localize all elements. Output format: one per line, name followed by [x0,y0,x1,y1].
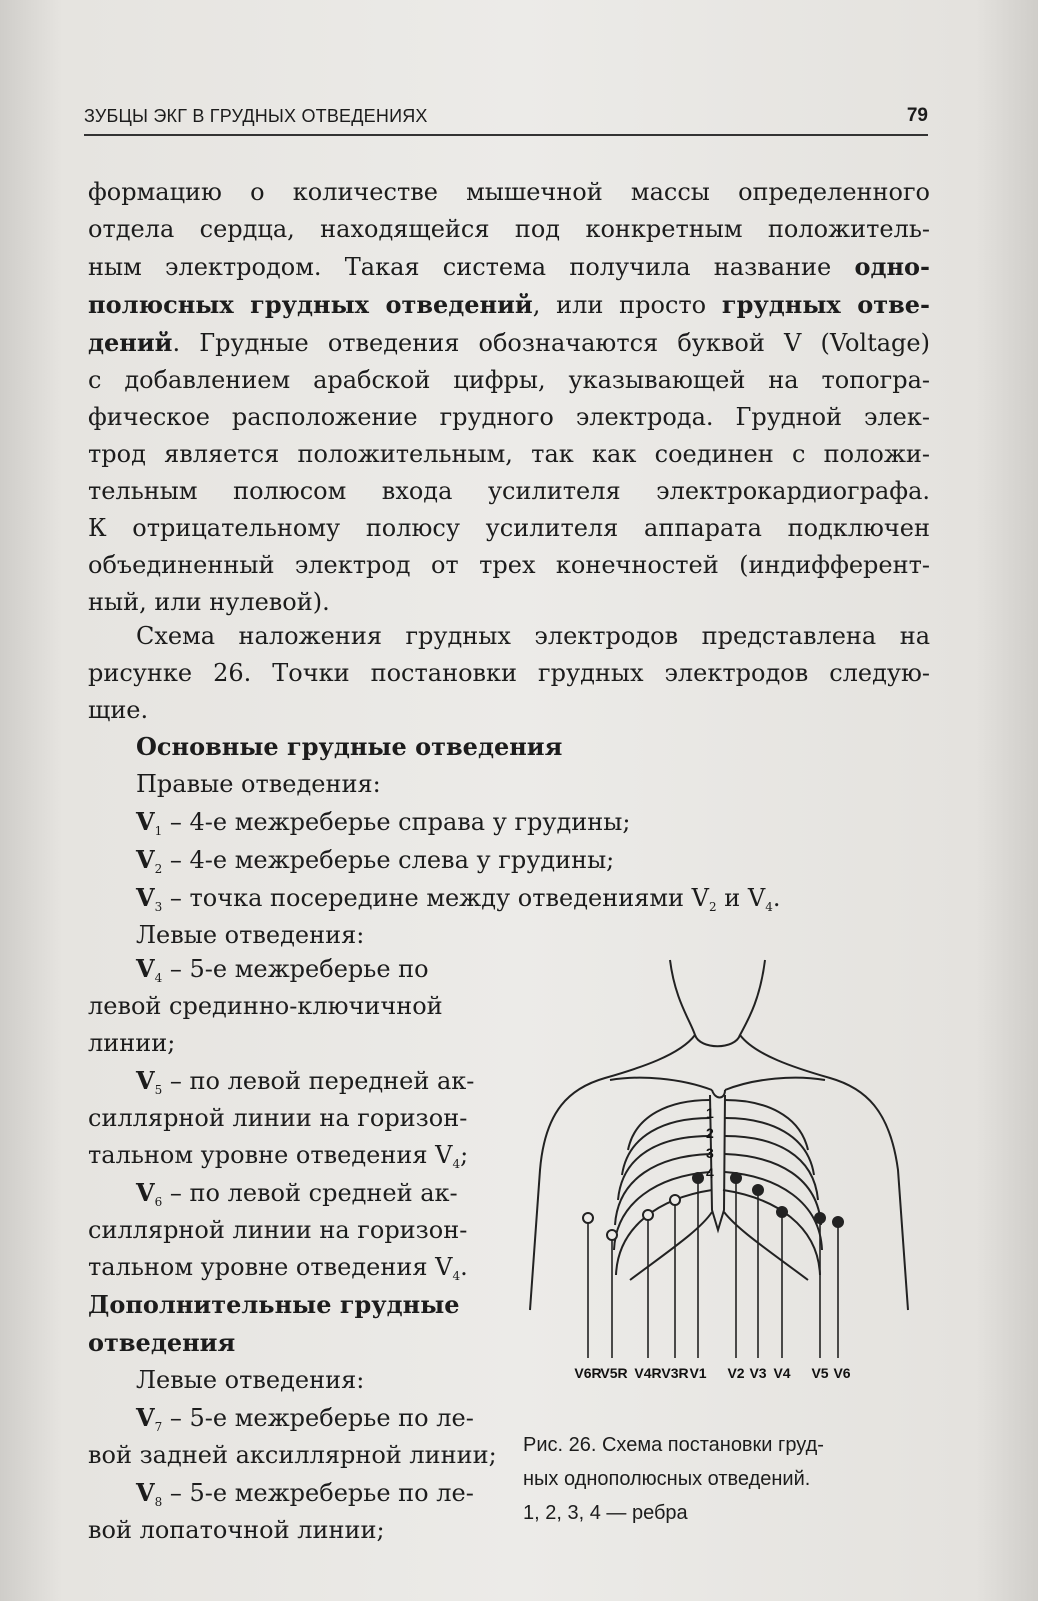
text-line: ный, или нулевой). [88,588,330,616]
text-line: рисунке 26. Точки постановки грудных электродов следую- [88,659,930,687]
lead-v5: $V_5$ – по левой передней ак- [136,1066,475,1097]
caption-line: ных однополюсных отведений. [523,1468,811,1490]
caption-line: Рис. 26. Схема постановки груд- [523,1434,824,1456]
text-line: Схема наложения грудных электродов представлена на [136,622,930,650]
text-line: щие. [88,696,149,724]
text-line: тальном уровне отведения $V_4$. [88,1253,468,1283]
lead-v4: $V_4 - 5-е$ межреберье по [136,954,429,985]
rib-cage [614,1095,822,1280]
section-heading: отведения [88,1328,236,1357]
section-heading: Основные грудные отведения [136,732,563,761]
figure-caption [523,1428,923,1530]
lead-label-v5r: V5R [600,1365,628,1381]
text-line: тельным полюсом входа усилителя электрокардиографа. [88,477,930,505]
lead-label-v5: V5 [811,1365,829,1381]
lead-label-v2: V2 [727,1365,745,1381]
text-line: объединенный электрод от трех конечностей (индифферент- [88,551,930,579]
lead-label-v3: V3 [749,1365,767,1381]
rib-label-1: 1 [706,1105,714,1121]
rib-label-3: 3 [706,1145,714,1161]
text-line: силлярной линии на горизон- [88,1104,468,1132]
rib-label-4: 4 [706,1165,714,1181]
subheading-left-leads: Левые отведения: [136,1366,365,1394]
lead-v1: $V_1 - 4-е$ межреберье справа у грудины; [136,807,631,838]
lead-v8: $V_8 - 5-е$ межреберье по ле- [136,1478,474,1509]
chapter-title: ЗУБЦЫ ЭКГ В ГРУДНЫХ ОТВЕДЕНИЯХ [84,106,428,126]
running-header [84,104,928,136]
text-line: линии; [88,1029,176,1057]
lead-label-v3r: V3R [661,1365,689,1381]
lead-label-v4: V4 [773,1365,791,1381]
text-line: вой лопаточной линии; [88,1516,385,1544]
text-line: силлярной линии на горизон- [88,1216,468,1244]
text-line: полюсных грудных отведений, или просто грудных отве- [88,290,930,319]
subheading-left-leads: Левые отведения: [136,921,365,949]
lead-label-v1: V1 [689,1365,707,1381]
left-leads-list [88,950,498,1549]
lead-label-v6r: V6R [574,1365,602,1381]
electrode-lines [588,1178,838,1358]
text-line: формацию о количестве мышечной массы определенного [88,178,930,206]
lead-v2: $V_2 - 4-е$ межреберье слева у грудины; [136,845,615,876]
lead-v7: $V_7 - 5-е$ межреберье по ле- [136,1403,474,1434]
text-line: отдела сердца, находящейся под конкретным положитель- [88,215,930,243]
text-line: К отрицательному полюсу усилителя аппарата подключен [88,514,930,542]
text-line: тальном уровне отведения $V_4$; [88,1141,469,1171]
paragraph-scheme [88,618,930,729]
text-line: фическое расположение грудного электрода. Грудной элек- [88,403,930,431]
text-line: левой срединно-ключичной [88,992,443,1020]
lead-label-v6: V6 [833,1365,851,1381]
torso-outline [530,960,908,1310]
text-line: с добавлением арабской цифры, указывающей на топогра- [88,366,930,394]
caption-line: 1, 2, 3, 4 — ребра [523,1502,688,1524]
text-line: дений. Грудные отведения обозначаются буквой V (Voltage) [88,328,930,357]
lead-v6: $V_6$ – по левой средней ак- [136,1178,458,1209]
text-line: трод является положительным, так как соединен с положи- [88,440,930,468]
chest-electrode-diagram [520,950,920,1400]
text-line: вой задней аксиллярной линии; [88,1441,497,1469]
paragraph-intro [88,174,930,621]
rib-label-2: 2 [706,1125,714,1141]
section-heading: Дополнительные грудные [88,1290,460,1319]
lead-label-v4r: V4R [634,1365,662,1381]
lead-labels [574,1365,850,1381]
page-number: 79 [906,105,928,126]
main-leads-list [88,728,780,954]
lead-v3: $V_3$ – точка посередине между отведениями $V_2$ и $V_4$. [136,883,781,914]
subheading-right-leads: Правые отведения: [136,770,381,798]
text-line: ным электродом. Такая система получила название одно- [88,252,930,281]
